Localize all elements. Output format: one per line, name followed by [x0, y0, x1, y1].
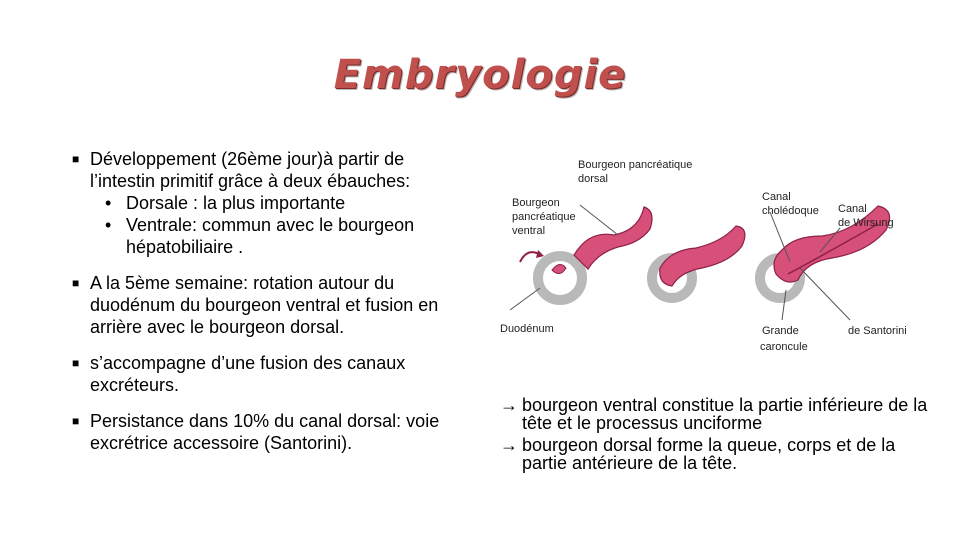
- dorsal-bud-shape: [574, 207, 652, 269]
- label-choledoque-line2: cholédoque: [762, 205, 819, 217]
- leader-line: [580, 205, 618, 235]
- label-dorsal-bud-line2: dorsal: [578, 173, 608, 185]
- label-grande-caroncule-line2: caroncule: [760, 341, 808, 353]
- bullet-rotation-text: A la 5ème semaine: rotation autour du duodénum du bourgeon ventral et fusion en arrière avec le bourgeon dorsal.: [90, 273, 439, 337]
- label-santorini: de Santorini: [848, 325, 907, 337]
- bullet-persistance-text: Persistance dans 10% du canal dorsal: voie excrétrice accessoire (Santorini).: [90, 411, 440, 453]
- arrow-line-ventral: [500, 396, 940, 432]
- leader-line: [510, 288, 540, 310]
- fused-pancreas-shape: [660, 226, 745, 286]
- arrow-line-dorsal-text: bourgeon dorsal forme la queue, corps et de la partie antérieure de la tête.: [522, 435, 896, 473]
- sub-bullet-ventral: [90, 214, 462, 258]
- sub-bullet-ventral-text: Ventrale: commun avec le bourgeon hépatobiliaire .: [126, 215, 415, 257]
- bullet-rotation: [72, 272, 462, 338]
- label-wirsung-line1: Canal: [838, 203, 867, 215]
- label-choledoque-line1: Canal: [762, 191, 791, 203]
- label-wirsung-line2: de Wirsung: [838, 217, 894, 229]
- square-bullet-icon: ■: [72, 356, 80, 370]
- ventral-bud-shape: [552, 264, 566, 273]
- square-bullet-icon: ■: [72, 414, 80, 428]
- pancreas-development-diagram: [500, 150, 930, 365]
- label-ventral-bud-line3: ventral: [512, 225, 546, 237]
- slide-title: Embryologie: [333, 52, 627, 98]
- stage-2-figure: [652, 226, 745, 298]
- sub-bullet-dorsal: [90, 192, 462, 214]
- rotation-arrowhead: [536, 250, 544, 258]
- bullet-development-text: Développement (26ème jour)à partir de l’intestin primitif grâce à deux ébauches:: [90, 149, 411, 191]
- left-text-column: [72, 148, 462, 454]
- right-arrow-icon: →: [500, 435, 518, 455]
- square-bullet-icon: ■: [72, 276, 80, 290]
- arrow-line-dorsal: [500, 436, 940, 472]
- label-ventral-bud-line2: pancréatique: [512, 211, 576, 223]
- leader-line: [800, 268, 850, 320]
- arrow-line-ventral-text: bourgeon ventral constitue la partie inférieure de la tête et le processus unciforme: [522, 395, 928, 433]
- bullet-development: [72, 148, 462, 192]
- label-ventral-bud-line1: Bourgeon: [512, 197, 560, 209]
- duodenum-ring: [538, 256, 582, 300]
- label-dorsal-bud-line1: Bourgeon pancréatique: [578, 159, 693, 171]
- bullet-fusion: [72, 352, 462, 396]
- square-bullet-icon: ■: [72, 152, 80, 166]
- bullet-fusion-text: s’accompagne d’une fusion des canaux excréteurs.: [90, 353, 406, 395]
- dot-bullet-icon: •: [105, 193, 112, 213]
- right-arrow-icon: →: [500, 395, 518, 415]
- dot-bullet-icon: •: [105, 215, 112, 235]
- label-grande-caroncule-line1: Grande: [762, 325, 799, 337]
- right-text-column: [500, 396, 940, 476]
- bullet-persistance: [72, 410, 462, 454]
- sub-bullet-dorsal-text: Dorsale : la plus importante: [126, 193, 346, 213]
- label-duodenum: Duodénum: [500, 323, 554, 335]
